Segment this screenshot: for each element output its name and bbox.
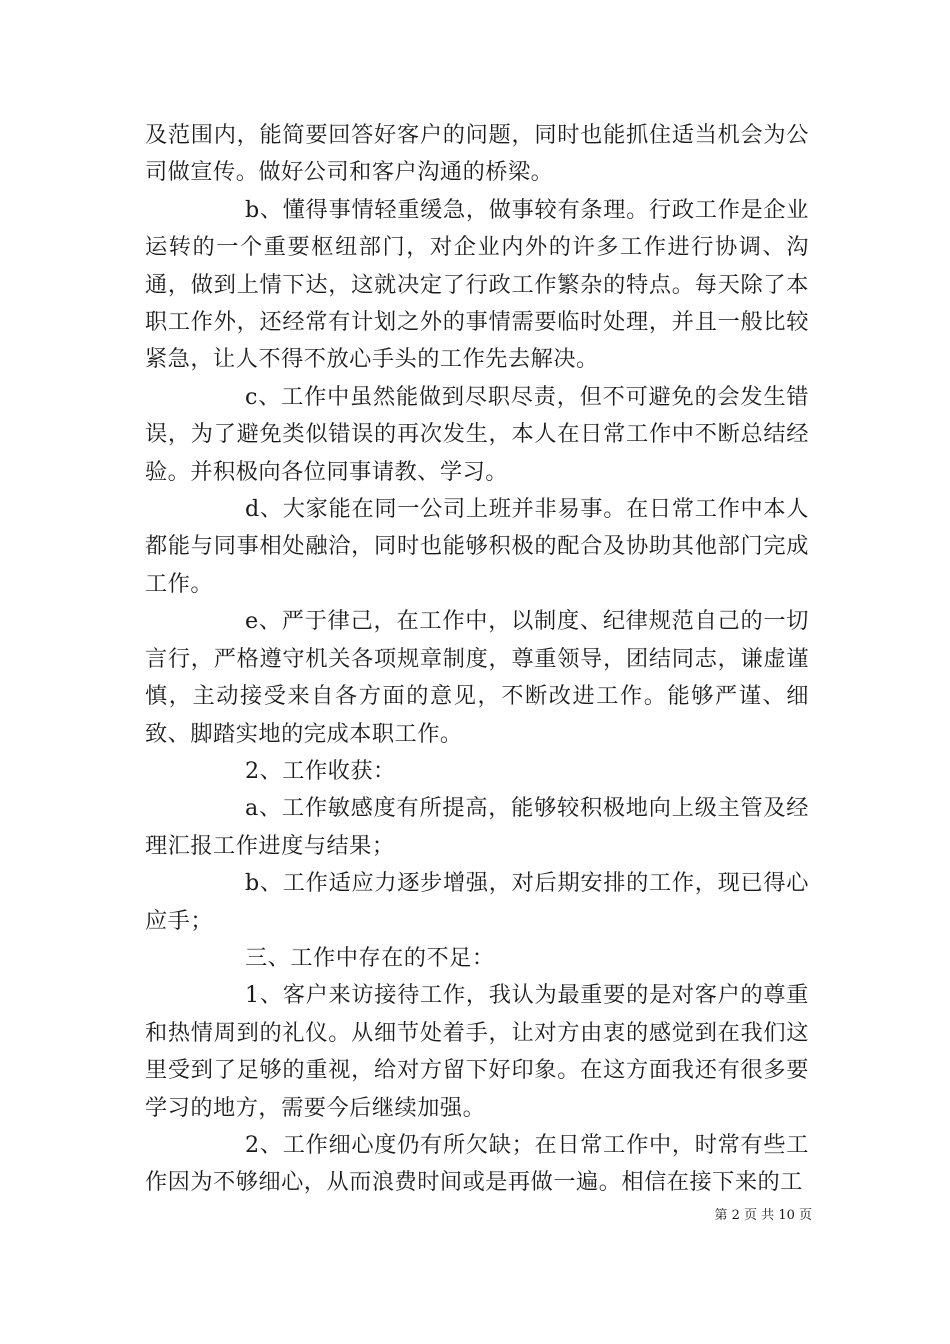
paragraph-item-e-discipline: e、严于律己，在工作中，以制度、纪律规范自己的一切言行，严格遵守机关各项规章制度，尊重领导，团结同志，谦虚谨慎，主动接受来自各方面的意见，不断改进工作。能够严谨、细致、脚踏实地的完成本职工作。 xyxy=(145,608,809,747)
paragraph-continuation: 及范围内，能简要回答好客户的问题，同时也能抓住适当机会为公司做宣传。做好公司和客户沟通的桥梁。 xyxy=(145,122,809,186)
paragraph-shortcoming-2: 2、工作细心度仍有所欠缺；在日常工作中，时常有些工作因为不够细心，从而浪费时间或是再做一遍。相信在接下来的工 xyxy=(145,1131,809,1196)
document-body xyxy=(145,117,809,1202)
paragraph-item-d-colleagues: d、大家能在同一公司上班并非易事。在日常工作中本人都能与同事相处融洽，同时也能够积极的配合及协助其他部门完成工作。 xyxy=(145,496,809,597)
paragraph-gain-b: b、工作适应力逐步增强，对后期安排的工作，现已得心应手； xyxy=(145,870,809,934)
paragraph-item-b-priorities: b、懂得事情轻重缓急，做事较有条理。行政工作是企业运转的一个重要枢纽部门，对企业内外的许多工作进行协调、沟通，做到上情下达，这就决定了行政工作繁杂的特点。每天除了本职工作外，还经常有计划之外的事情需要临时处理，并且一般比较紧急，让人不得不放心手头的工作先去解决。 xyxy=(145,196,809,373)
paragraph-gain-a: a、工作敏感度有所提高，能够较积极地向上级主管及经理汇报工作进度与结果； xyxy=(145,795,809,859)
paragraph-item-c-errors: c、工作中虽然能做到尽职尽责，但不可避免的会发生错误，为了避免类似错误的再次发生，本人在日常工作中不断总结经验。并积极向各位同事请教、学习。 xyxy=(145,383,809,485)
section-heading-gains: 2、工作收获： xyxy=(245,757,396,784)
paragraph-shortcoming-1: 1、客户来访接待工作，我认为最重要的是对客户的尊重和热情周到的礼仪。从细节处着手，让对方由衷的感觉到在我们这里受到了足够的重视，给对方留下好印象。在这方面我还有很多要学习的地方，需要今后继续加强。 xyxy=(145,982,809,1121)
section-heading-shortcomings: 三、工作中存在的不足： xyxy=(245,944,495,971)
page-number-footer: 第 2 页 共 10 页 xyxy=(714,1208,812,1223)
